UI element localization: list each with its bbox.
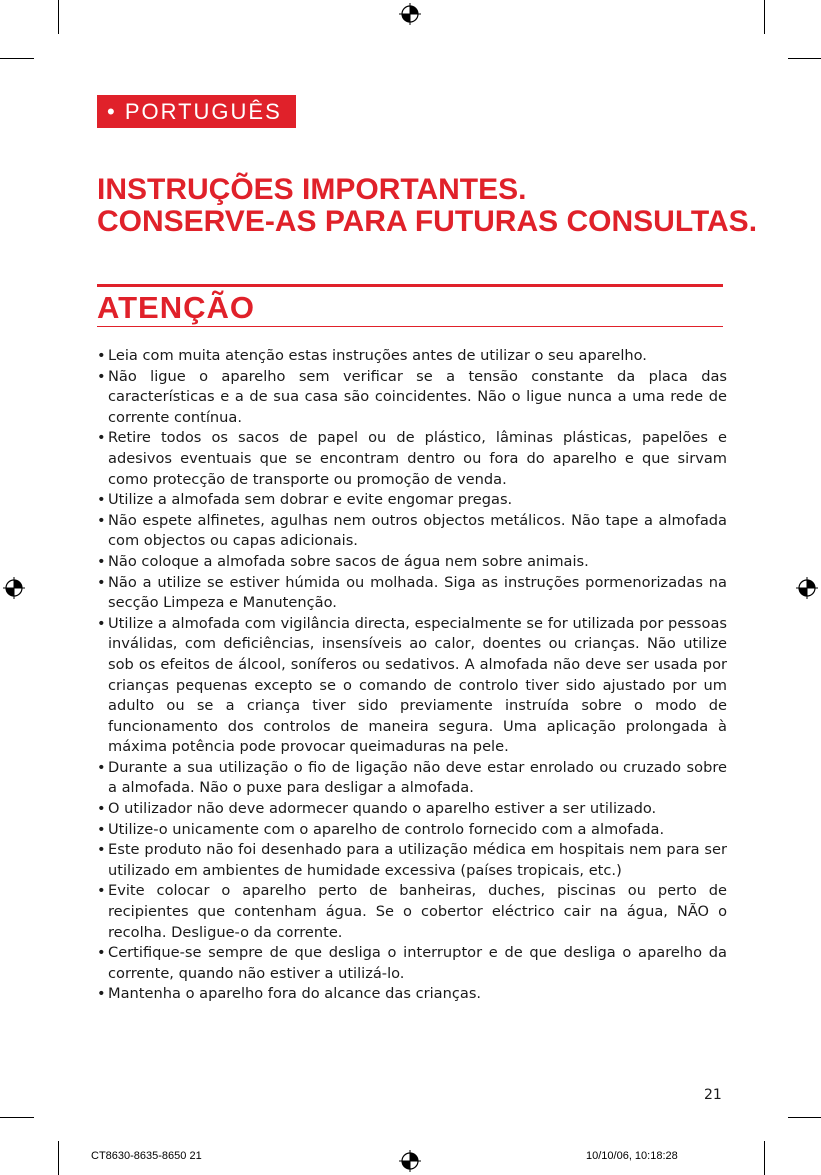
list-item: • Este produto não foi desenhado para a utilização médica em hospitais nem para ser utilizado em ambientes de humidade excessiva (países tropicais, etc.): [97, 840, 727, 881]
list-item: • Utilize-o unicamente com o aparelho de controlo fornecido com a almofada.: [97, 820, 727, 841]
section-heading: ATENÇÃO: [97, 290, 255, 325]
list-item: • Mantenha o aparelho fora do alcance das crianças.: [97, 984, 727, 1005]
language-tab: • PORTUGUÊS: [97, 95, 296, 128]
registration-mark-icon: [399, 1150, 421, 1172]
list-item: • Utilize a almofada sem dobrar e evite engomar pregas.: [97, 490, 727, 511]
title-line-2: CONSERVE-AS PARA FUTURAS CONSULTAS.: [97, 205, 758, 238]
list-item: • Não espete alfinetes, agulhas nem outros objectos metálicos. Não tape a almofada com objectos ou capas adicionais.: [97, 511, 727, 552]
crop-mark: [764, 0, 765, 34]
registration-mark-icon: [796, 577, 818, 599]
crop-mark: [58, 1141, 59, 1175]
page-title: [97, 174, 757, 238]
list-item: • Retire todos os sacos de papel ou de plástico, lâminas plásticas, papelões e adesivos eventuais que se encontram dentro ou fora do aparelho e que sirvam como protecção de transporte ou promoção de venda.: [97, 428, 727, 490]
instruction-list: [97, 346, 727, 1005]
list-item: • Leia com muita atenção estas instruções antes de utilizar o seu aparelho.: [97, 346, 727, 367]
slug-right: 10/10/06, 10:18:28: [586, 1150, 678, 1162]
page-number: 21: [704, 1087, 722, 1103]
crop-mark: [764, 1141, 765, 1175]
list-item: • Utilize a almofada com vigilância directa, especialmente se for utilizada por pessoas inválidas, com deficiências, insensíveis ao calor, doentes ou crianças. Não utilize sob os efeitos de álcool, soníferos ou sedativos. A almofada não deve ser usada por crianças pequenas excepto se o comando de controlo tiver sido ajustado por um adulto ou se a criança tiver sido previamente instruída sobre o modo de funcionamento dos controlos de maneira segura. Uma aplicação prolongada à máxima potência pode provocar queimaduras na pele.: [97, 614, 727, 758]
registration-mark-icon: [399, 3, 421, 25]
title-line-1: INSTRUÇÕES IMPORTANTES.: [97, 173, 527, 206]
list-item: • Evite colocar o aparelho perto de banheiras, duches, piscinas ou perto de recipientes que contenham água. Se o cobertor eléctrico cair na água, NÃO o recolha. Desligue-o da corrente.: [97, 881, 727, 943]
crop-mark: [788, 1117, 821, 1118]
slug-left: CT8630-8635-8650 21: [91, 1150, 202, 1162]
heading-rule-top: [97, 284, 723, 287]
list-item: • Não ligue o aparelho sem verificar se a tensão constante da placa das características e a de sua casa são coincidentes. Não o ligue nunca a uma rede de corrente contínua.: [97, 367, 727, 429]
crop-mark: [0, 1117, 34, 1118]
list-item: • Durante a sua utilização o fio de ligação não deve estar enrolado ou cruzado sobre a almofada. Não o puxe para desligar a almofada.: [97, 758, 727, 799]
heading-rule-bottom: [97, 326, 723, 327]
registration-mark-icon: [3, 577, 25, 599]
crop-mark: [0, 58, 34, 59]
list-item: • Certifique-se sempre de que desliga o interruptor e de que desliga o aparelho da corrente, quando não estiver a utilizá-lo.: [97, 943, 727, 984]
list-item: • O utilizador não deve adormecer quando o aparelho estiver a ser utilizado.: [97, 799, 727, 820]
crop-mark: [788, 58, 821, 59]
crop-mark: [58, 0, 59, 34]
list-item: • Não a utilize se estiver húmida ou molhada. Siga as instruções pormenorizadas na secção Limpeza e Manutenção.: [97, 573, 727, 614]
list-item: • Não coloque a almofada sobre sacos de água nem sobre animais.: [97, 552, 727, 573]
